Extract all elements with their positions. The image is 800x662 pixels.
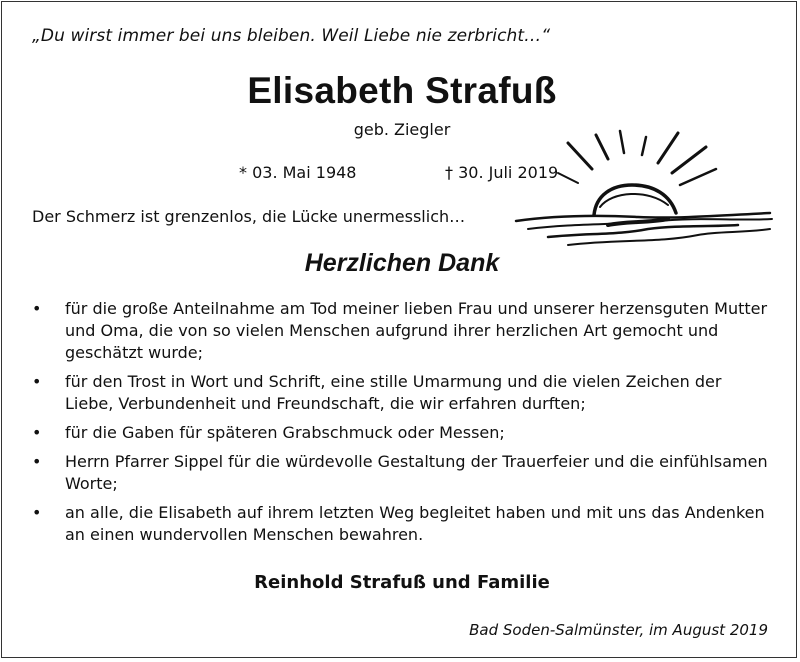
list-item-text: für die große Anteilnahme am Tod meiner lieben Frau und unserer herzensguten Mutter und Oma, die von so vielen Menschen aufgrund ihrer herzlichen Art gemocht und geschätzt wurde;: [65, 299, 768, 362]
bullet: •: [32, 299, 42, 318]
bullet: •: [32, 503, 42, 522]
sunset-illustration-icon: [508, 129, 776, 251]
thanks-list: [32, 298, 772, 553]
birth-date: * 03. Mai 1948: [239, 163, 357, 182]
grief-line: Der Schmerz ist grenzenlos, die Lücke unermesslich…: [32, 207, 466, 226]
family-signature: Reinhold Strafuß und Familie: [254, 572, 550, 593]
thanks-heading: Herzlichen Dank: [304, 249, 500, 277]
maiden-name: geb. Ziegler: [353, 120, 451, 139]
list-item-text: für den Trost in Wort und Schrift, eine stille Umarmung und die vielen Zeichen der Liebe, Verbundenheit und Freundschaft, die wir erfahren durften;: [65, 372, 722, 413]
list-item: [32, 371, 772, 415]
list-item: [32, 451, 772, 495]
quote-line: „Du wirst immer bei uns bleiben. Weil Liebe nie zerbricht…“: [32, 26, 551, 46]
list-item: [32, 422, 772, 444]
list-item: [32, 298, 772, 364]
list-item-text: Herrn Pfarrer Sippel für die würdevolle Gestaltung der Trauerfeier und die einfühlsamen Worte;: [65, 452, 768, 493]
bullet: •: [32, 372, 42, 391]
place-date: Bad Soden-Salmünster, im August 2019: [469, 621, 768, 639]
death-date: † 30. Juli 2019: [445, 163, 559, 182]
deceased-name: Elisabeth Strafuß: [247, 70, 557, 111]
list-item-text: an alle, die Elisabeth auf ihrem letzten Weg begleitet haben und mit uns das Andenken an einen wundervollen Menschen bewahren.: [65, 503, 765, 544]
list-item-text: für die Gaben für späteren Grabschmuck oder Messen;: [65, 423, 505, 442]
obituary-card: [1, 1, 797, 658]
bullet: •: [32, 423, 42, 442]
bullet: •: [32, 452, 42, 471]
list-item: [32, 502, 772, 546]
